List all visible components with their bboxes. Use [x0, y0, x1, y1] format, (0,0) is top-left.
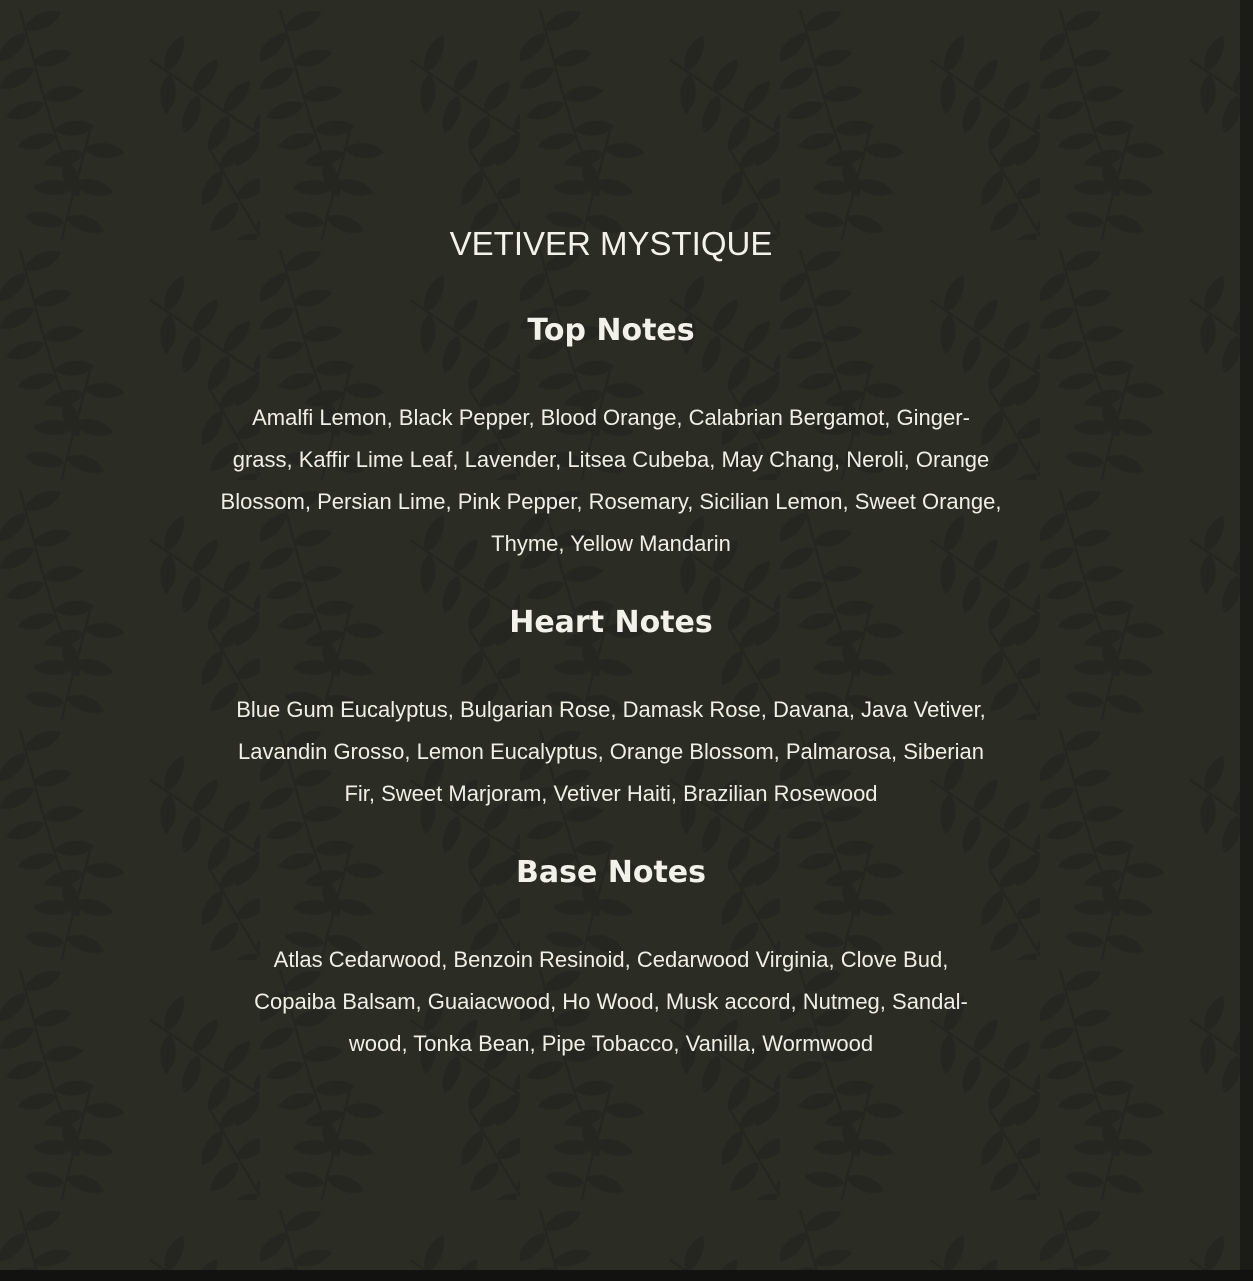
base-notes-line: Atlas Cedarwood, Benzoin Resinoid, Cedarwood Virginia, Clove Bud, [273, 947, 949, 972]
top-notes-list [180, 397, 1042, 565]
heart-notes-list [180, 689, 1042, 815]
heart-notes-line: Blue Gum Eucalyptus, Bulgarian Rose, Damask Rose, Davana, Java Vetiver, [236, 697, 986, 722]
top-notes-line: Amalfi Lemon, Black Pepper, Blood Orange, Calabrian Bergamot, Ginger- [252, 405, 970, 430]
base-notes-list [180, 939, 1042, 1065]
right-edge-border [1240, 0, 1253, 1281]
base-notes-line: wood, Tonka Bean, Pipe Tobacco, Vanilla, Wormwood [348, 1031, 874, 1056]
section-heading-base-notes: Base Notes [515, 855, 707, 890]
heart-notes-line: Lavandin Grosso, Lemon Eucalyptus, Orange Blossom, Palmarosa, Siberian [238, 739, 984, 764]
base-notes-line: Copaiba Balsam, Guaiacwood, Ho Wood, Musk accord, Nutmeg, Sandal- [254, 989, 968, 1014]
bottom-edge-border [0, 1270, 1253, 1281]
section-heading-heart-notes: Heart Notes [509, 605, 713, 640]
heart-notes-line: Fir, Sweet Marjoram, Vetiver Haiti, Brazilian Rosewood [344, 781, 878, 806]
product-title: VETIVER MYSTIQUE [449, 225, 773, 262]
section-heading-top-notes: Top Notes [527, 313, 695, 348]
top-notes-line: Thyme, Yellow Mandarin [491, 531, 731, 556]
top-notes-line: Blossom, Persian Lime, Pink Pepper, Rosemary, Sicilian Lemon, Sweet Orange, [220, 489, 1002, 514]
top-notes-line: grass, Kaffir Lime Leaf, Lavender, Litsea Cubeba, May Chang, Neroli, Orange [232, 447, 990, 472]
